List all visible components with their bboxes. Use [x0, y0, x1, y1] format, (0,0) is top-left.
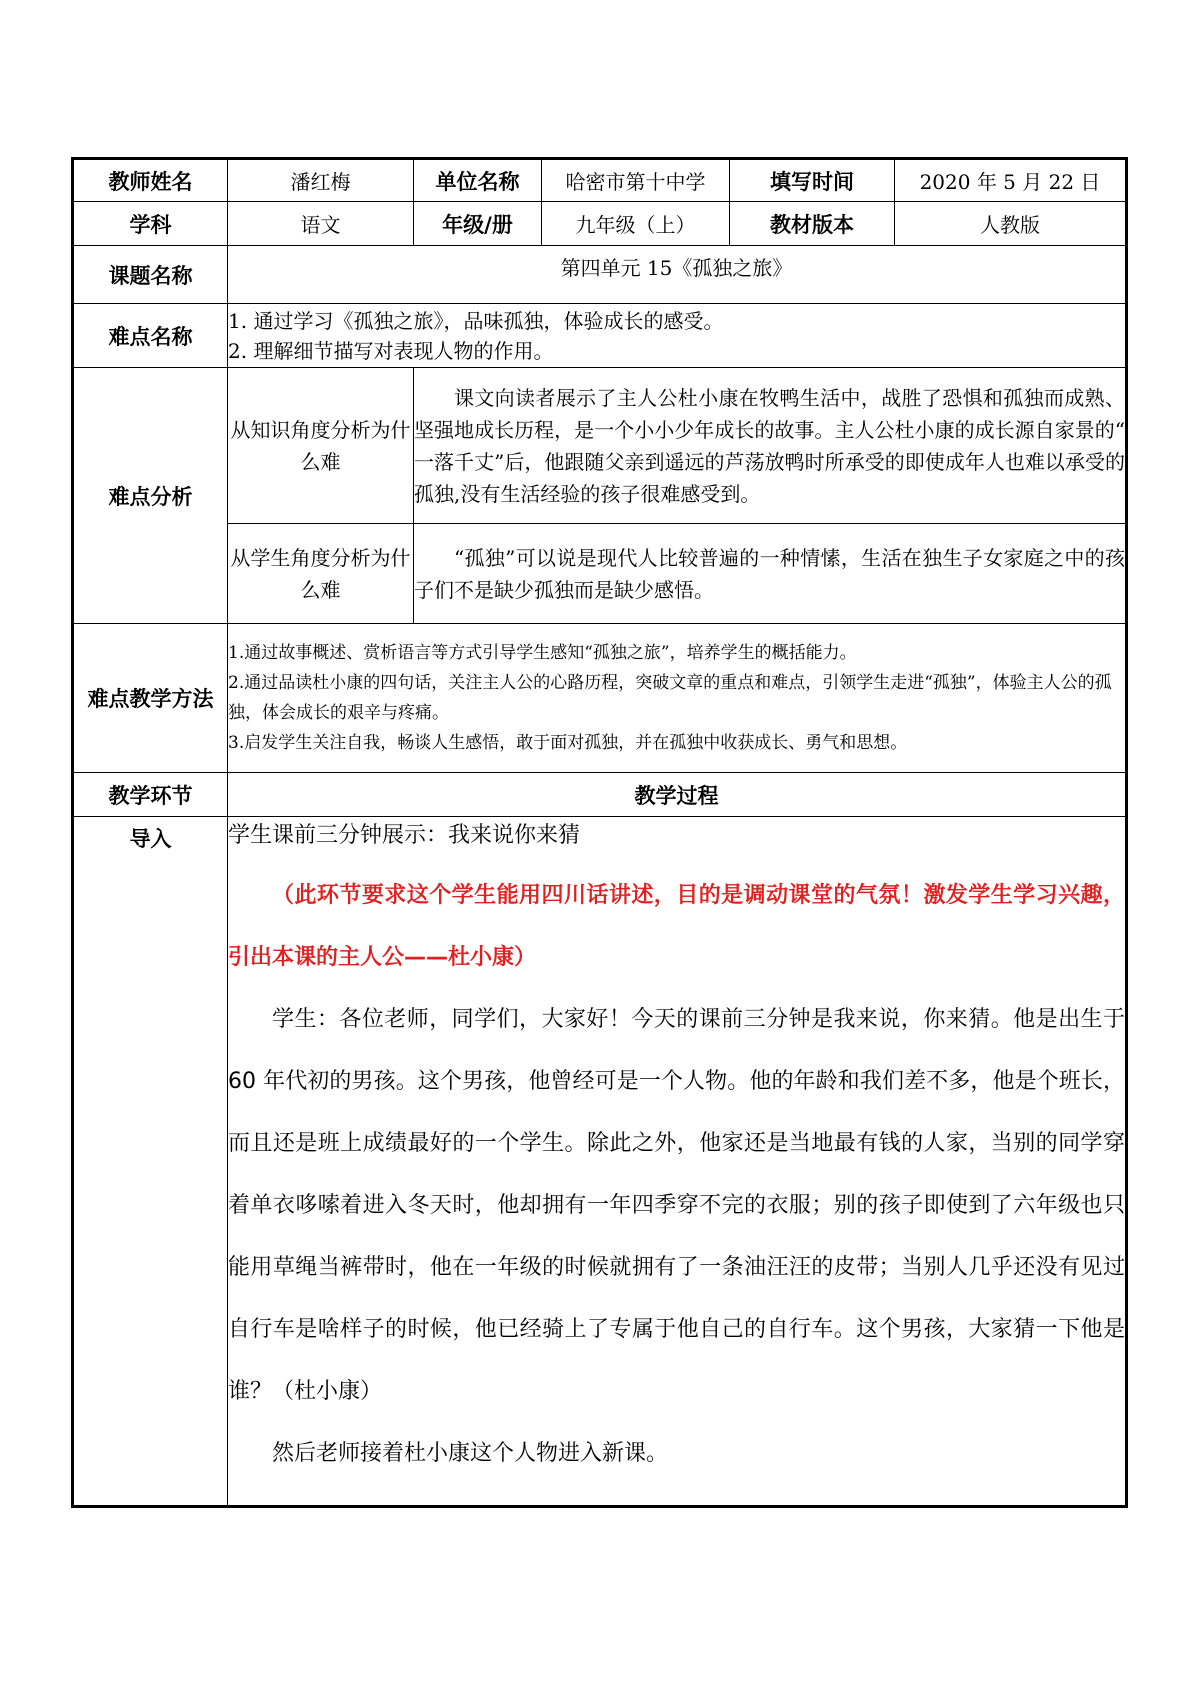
analysis-row-knowledge — [73, 368, 1127, 524]
difficulty-item: 1. 通过学习《孤独之旅》，品味孤独，体验成长的感受。 — [228, 308, 724, 333]
lesson-plan-table — [71, 157, 1128, 1508]
intro-stage-label: 导入 — [73, 817, 228, 1507]
header-row-2 — [73, 202, 1127, 246]
difficulty-item: 2. 理解细节描写对表现人物的作用。 — [228, 338, 554, 363]
unit-label: 单位名称 — [414, 159, 542, 202]
edition-label: 教材版本 — [730, 202, 895, 246]
method-list — [228, 624, 1127, 773]
method-row — [73, 624, 1127, 773]
grade-value: 九年级（上） — [542, 202, 730, 246]
method-item: 2.通过品读杜小康的四句话，关注主人公的心路历程，突破文章的重点和难点，引领学生走进“孤独”，体验主人公的孤独，体会成长的艰辛与疼痛。 — [228, 673, 1112, 723]
method-item: 3.启发学生关注自我，畅谈人生感悟，敢于面对孤独，并在孤独中收获成长、勇气和思想。 — [228, 733, 908, 753]
header-row-1 — [73, 159, 1127, 202]
date-value: 2020 年 5 月 22 日 — [895, 159, 1127, 202]
unit-value: 哈密市第十中学 — [542, 159, 730, 202]
stage-header: 教学环节 — [73, 773, 228, 817]
student-angle-label: 从学生角度分析为什么难 — [228, 524, 414, 624]
subject-value: 语文 — [228, 202, 414, 246]
intro-title: 学生课前三分钟展示：我来说你来猜 — [228, 823, 581, 848]
intro-content — [228, 817, 1127, 1507]
method-item: 1.通过故事概述、赏析语言等方式引导学生感知“孤独之旅”，培养学生的概括能力。 — [228, 643, 857, 663]
difficulty-row — [73, 304, 1127, 368]
knowledge-angle-text: 课文向读者展示了主人公杜小康在牧鸭生活中，战胜了恐惧和孤独而成熟、坚强地成长历程，是一个小小少年成长的故事。主人公杜小康的成长源自家景的“ 一落千丈”后，他跟随父亲到遥远的芦荡放鸭时所承受的即使成年人也难以承受的孤独,没有生活经验的孩子很难感受到。 — [414, 368, 1127, 524]
intro-student-speech: 学生：各位老师，同学们，大家好！今天的课前三分钟是我来说，你来猜。他是出生于 60 年代初的男孩。这个男孩，他曾经可是一个人物。他的年龄和我们差不多，他是个班长，而且还是班上成绩最好的一个学生。除此之外，他家还是当地最有钱的人家，当别的同学穿着单衣哆嗦着进入冬天时，他却拥有一年四季穿不完的衣服；别的孩子即使到了六年级也只能用草绳当裤带时，他在一年级的时候就拥有了一条油汪汪的皮带；当别人几乎还没有见过自行车是啥样子的时候，他已经骑上了专属于他自己的自行车。这个男孩，大家猜一下他是谁？（杜小康） — [228, 1007, 1125, 1404]
difficulty-label: 难点名称 — [73, 304, 228, 368]
date-label: 填写时间 — [730, 159, 895, 202]
method-label: 难点教学方法 — [73, 624, 228, 773]
analysis-label: 难点分析 — [73, 368, 228, 624]
student-angle-text: “孤独”可以说是现代人比较普遍的一种情愫，生活在独生子女家庭之中的孩子们不是缺少孤独而是缺少感悟。 — [414, 524, 1127, 624]
difficulty-list — [228, 304, 1127, 368]
edition-value: 人教版 — [895, 202, 1127, 246]
process-header: 教学过程 — [228, 773, 1127, 817]
knowledge-angle-label: 从知识角度分析为什么难 — [228, 368, 414, 524]
intro-teacher-note: （此环节要求这个学生能用四川话讲述，目的是调动课堂的气氛！激发学生学习兴趣，引出本课的主人公——杜小康） — [228, 883, 1125, 970]
teacher-label: 教师姓名 — [73, 159, 228, 202]
grade-label: 年级/册 — [414, 202, 542, 246]
analysis-row-student — [73, 524, 1127, 624]
topic-value: 第四单元 15《孤独之旅》 — [228, 246, 1127, 304]
topic-row — [73, 246, 1127, 304]
topic-label: 课题名称 — [73, 246, 228, 304]
intro-row — [73, 817, 1127, 1507]
process-header-row — [73, 773, 1127, 817]
subject-label: 学科 — [73, 202, 228, 246]
intro-closing: 然后老师接着杜小康这个人物进入新课。 — [272, 1441, 669, 1466]
teacher-value: 潘红梅 — [228, 159, 414, 202]
